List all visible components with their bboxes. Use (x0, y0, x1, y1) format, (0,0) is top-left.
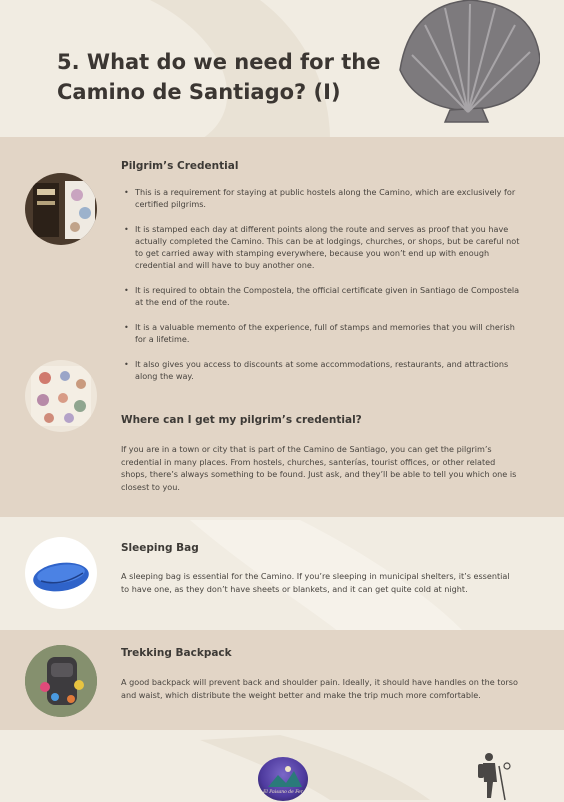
page-title: 5. What do we need for the Camino de Santiago? (I) (57, 50, 381, 104)
backpack-text: A good backpack will prevent back and shoulder pain. Ideally, it should have handles on the torso and waist, which distribute the weight better and make the trip much more comfortable. (121, 677, 518, 700)
sleeping-bag-photo (25, 537, 97, 609)
credential-photo (25, 173, 97, 245)
backpack-heading: Trekking Backpack (121, 647, 232, 659)
brand-logo (258, 757, 308, 801)
where-heading: Where can I get my pilgrim’s credential? (121, 414, 362, 426)
sleeping-bag-heading: Sleeping Bag (121, 542, 199, 554)
credential-list (124, 186, 524, 395)
list-item: • It is a valuable memento of the experience, full of stamps and memories that you will cherish for a lifetime. (124, 321, 524, 345)
credential-stamps-photo (25, 360, 97, 432)
credential-heading: Pilgrim’s Credential (121, 160, 239, 172)
logo-text: El Paisano de Fer (263, 790, 303, 795)
list-item: • It is required to obtain the Compostela, the official certificate given in Santiago de Compostela at the end of the route. (124, 284, 524, 308)
hiker-icon (475, 752, 515, 802)
sleeping-bag-text: A sleeping bag is essential for the Camino. If you’re sleeping in municipal shelters, it’s essential to have one, as they don’t have sheets or blankets, and it can get quite cold at night. (121, 571, 510, 594)
list-item: • It is stamped each day at different points along the route and serves as proof that you have actually completed the Camino. This can be at lodgings, churches, or shops, but be careful not to get carried away with stamping everywhere, because you won’t end up with enough credential and will have to buy another one. (124, 223, 524, 271)
where-text: If you are in a town or city that is part of the Camino de Santiago, you can get the pilgrim’s credential in many places. From hostels, churches, santerías, tourist offices, or other related shops, there’s always something to be found. Just ask, and they’ll be able to tell you which one is closest to you. (121, 444, 517, 492)
list-item: • It also gives you access to discounts at some accommodations, restaurants, and attractions along the way. (124, 358, 524, 382)
backpack-photo (25, 645, 97, 717)
list-item: • This is a requirement for staying at public hostels along the Camino, which are exclusively for certified pilgrims. (124, 186, 524, 210)
